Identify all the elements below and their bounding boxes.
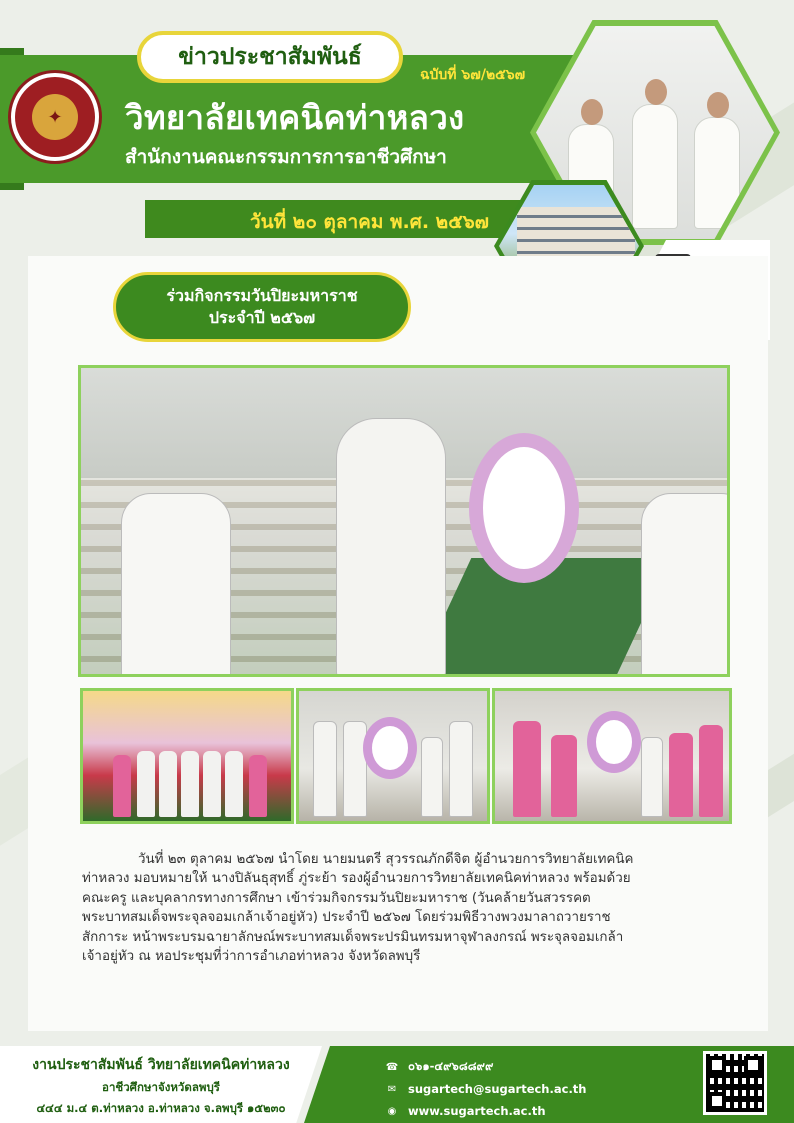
qr-code[interactable] bbox=[703, 1051, 767, 1115]
email-icon: ✉ bbox=[387, 1083, 397, 1095]
pr-label-pill: ข่าวประชาสัมพันธ์ bbox=[137, 31, 403, 83]
body-line: พระบาทสมเด็จพระจุลจอมเกล้าเจ้าอยู่หัว) ประจำปี ๒๕๖๗ โดยร่วมพิธีวางพวงมาลาถวายราช bbox=[82, 910, 611, 926]
website-link[interactable]: www.sugartech.ac.th bbox=[408, 1104, 546, 1118]
footer-email[interactable] bbox=[386, 1082, 587, 1096]
footer-org: งานประชาสัมพันธ์ วิทยาลัยเทคนิคท่าหลวง bbox=[32, 1057, 290, 1073]
footer-website[interactable] bbox=[386, 1104, 546, 1118]
globe-icon: ◉ bbox=[387, 1105, 397, 1117]
event-photo-wreath-1 bbox=[296, 688, 490, 824]
topic-pill bbox=[113, 272, 411, 342]
topic-line-1: ร่วมกิจกรรมวันปิยะมหาราช bbox=[166, 286, 358, 306]
emblem-icon: ✦ bbox=[32, 94, 78, 140]
body-line: สักการะ หน้าพระบรมฉายาลักษณ์พระบาทสมเด็จพระปรมินทรมหาจุฬาลงกรณ์ พระจุลจอมเกล้า bbox=[82, 929, 624, 945]
footer-phone bbox=[386, 1058, 493, 1076]
footer-address: ๔๔๔ ม.๔ ต.ท่าหลวง อ.ท่าหลวง จ.ลพบุรี ๑๕๒๓๐ bbox=[36, 1101, 286, 1115]
footer-province: อาชีวศึกษาจังหวัดลพบุรี bbox=[102, 1080, 220, 1094]
office-name: สำนักงานคณะกรรมการการอาชีวศึกษา bbox=[125, 146, 447, 168]
news-body bbox=[82, 850, 724, 966]
body-line: เจ้าอยู่หัว ณ หอประชุมที่ว่าการอำเภอท่าหลวง จังหวัดลพบุรี bbox=[82, 949, 421, 965]
college-name: วิทยาลัยเทคนิคท่าหลวง bbox=[125, 98, 465, 137]
body-line: วันที่ ๒๓ ตุลาคม ๒๕๖๗ นำโดย นายมนตรี สุวรรณภักดีจิต ผู้อำนวยการวิทยาลัยเทคนิค bbox=[138, 852, 634, 867]
topic-line-2: ประจำปี ๒๕๖๗ bbox=[208, 308, 316, 327]
body-line: ท่าหลวง มอบหมายให้ นางปิลันธุสุทธิ์ ภู่ระย้า รองผู้อำนวยการวิทยาลัยเทคนิคท่าหลวง พร้อมด้วย bbox=[82, 871, 631, 887]
event-photo-shrine bbox=[80, 688, 294, 824]
phone-icon: ☎ bbox=[385, 1061, 399, 1073]
college-logo bbox=[8, 70, 102, 164]
news-date: วันที่ ๒๐ ตุลาคม พ.ศ. ๒๕๖๗ bbox=[250, 211, 489, 233]
event-photo-wreath-2 bbox=[492, 688, 732, 824]
issue-number: ฉบับที่ ๖๗/๒๕๖๗ bbox=[420, 67, 526, 83]
phone-number: ๐๖๑-๔๙๖๘๘๙๙ bbox=[408, 1059, 494, 1073]
main-event-photo bbox=[78, 365, 730, 677]
body-line: คณะครู และบุคลากรทางการศึกษา เข้าร่วมกิจกรรมวันปิยะมหาราช (วันคล้ายวันสวรรคต bbox=[82, 890, 591, 906]
email-address[interactable]: sugartech@sugartech.ac.th bbox=[408, 1082, 587, 1096]
